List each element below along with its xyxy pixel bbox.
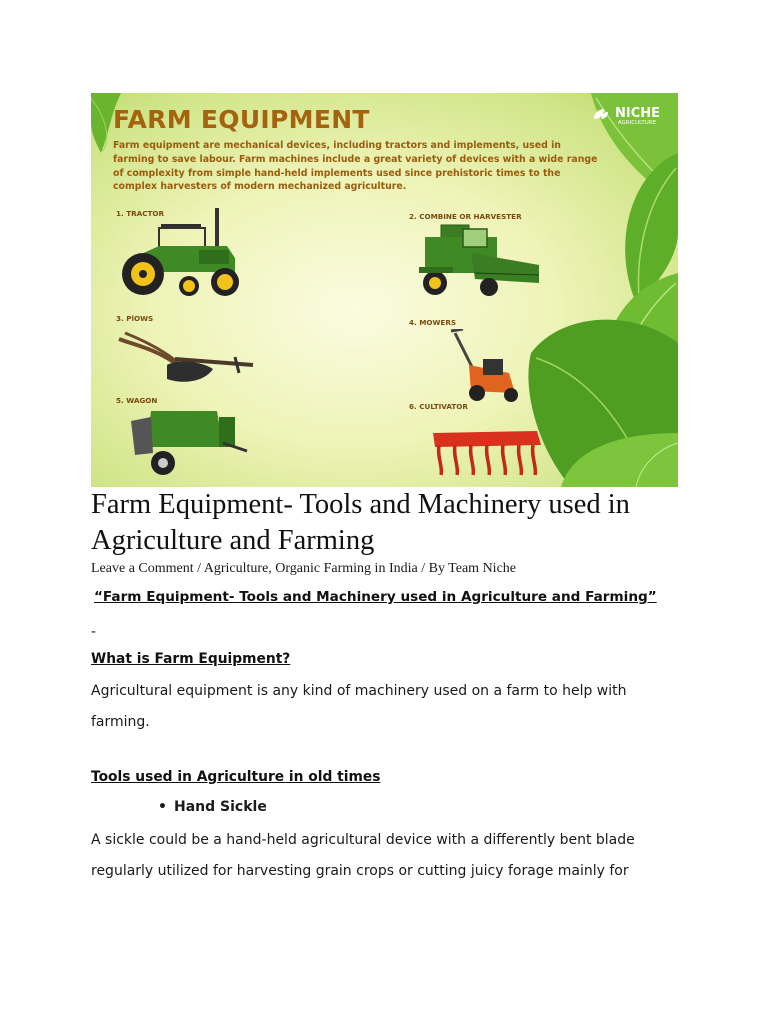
tractor-image [119, 206, 247, 306]
wagon-image [127, 407, 249, 479]
lawn-mower-image [449, 329, 527, 405]
combine-harvester-image [411, 223, 541, 301]
logo-name: NICHE [615, 106, 661, 121]
label-combine: 2. COMBINE OR HARVESTER [409, 212, 522, 221]
bullet-marker: • [158, 799, 167, 815]
article-quote-heading: “Farm Equipment- Tools and Machinery used in Agriculture and Farming” [94, 589, 657, 605]
banner-title: FARM EQUIPMENT [113, 105, 370, 134]
bullet-label: Hand Sickle [174, 799, 267, 815]
leaf-logo-icon [592, 107, 610, 121]
heading-what-is-farm-equipment: What is Farm Equipment? [91, 651, 291, 667]
label-plows: 3. PlOWS [116, 314, 154, 323]
separator-dash: - [91, 624, 97, 640]
paragraph-sickle: A sickle could be a hand-held agricultural device with a differently bent blade regularly utilized for harvesting grain crops or cutting juicy forage mainly for [91, 832, 635, 879]
banner-description: Farm equipment are mechanical devices, including tractors and implements, used in farming to save labour. Farm machines include a great variety of devices with a wide range of complexity from simple hand-held implements used since prehistoric times to the complex harvesters of modern mechanized agriculture. [113, 140, 598, 193]
label-cultivator: 6. CULTIVATOR [409, 402, 468, 411]
plow-image [115, 329, 257, 391]
label-wagon: 5. WAGON [116, 396, 158, 405]
label-mowers: 4. MOWERS [409, 318, 457, 327]
logo-subtitle: AGRICULTURE [617, 120, 657, 126]
farm-equipment-banner [91, 93, 678, 487]
bullet-hand-sickle [158, 799, 267, 815]
article-title: Farm Equipment- Tools and Machinery used in Agriculture and Farming [91, 489, 630, 556]
heading-old-tools: Tools used in Agriculture in old times [91, 769, 381, 785]
paragraph-definition: Agricultural equipment is any kind of machinery used on a farm to help with farming. [91, 683, 627, 730]
label-tractor: 1. TRACTOR [116, 209, 165, 218]
article-meta: Leave a Comment / Agriculture, Organic Farming in India / By Team Niche [91, 561, 517, 576]
cultivator-image [429, 423, 545, 483]
niche-logo [586, 103, 666, 126]
